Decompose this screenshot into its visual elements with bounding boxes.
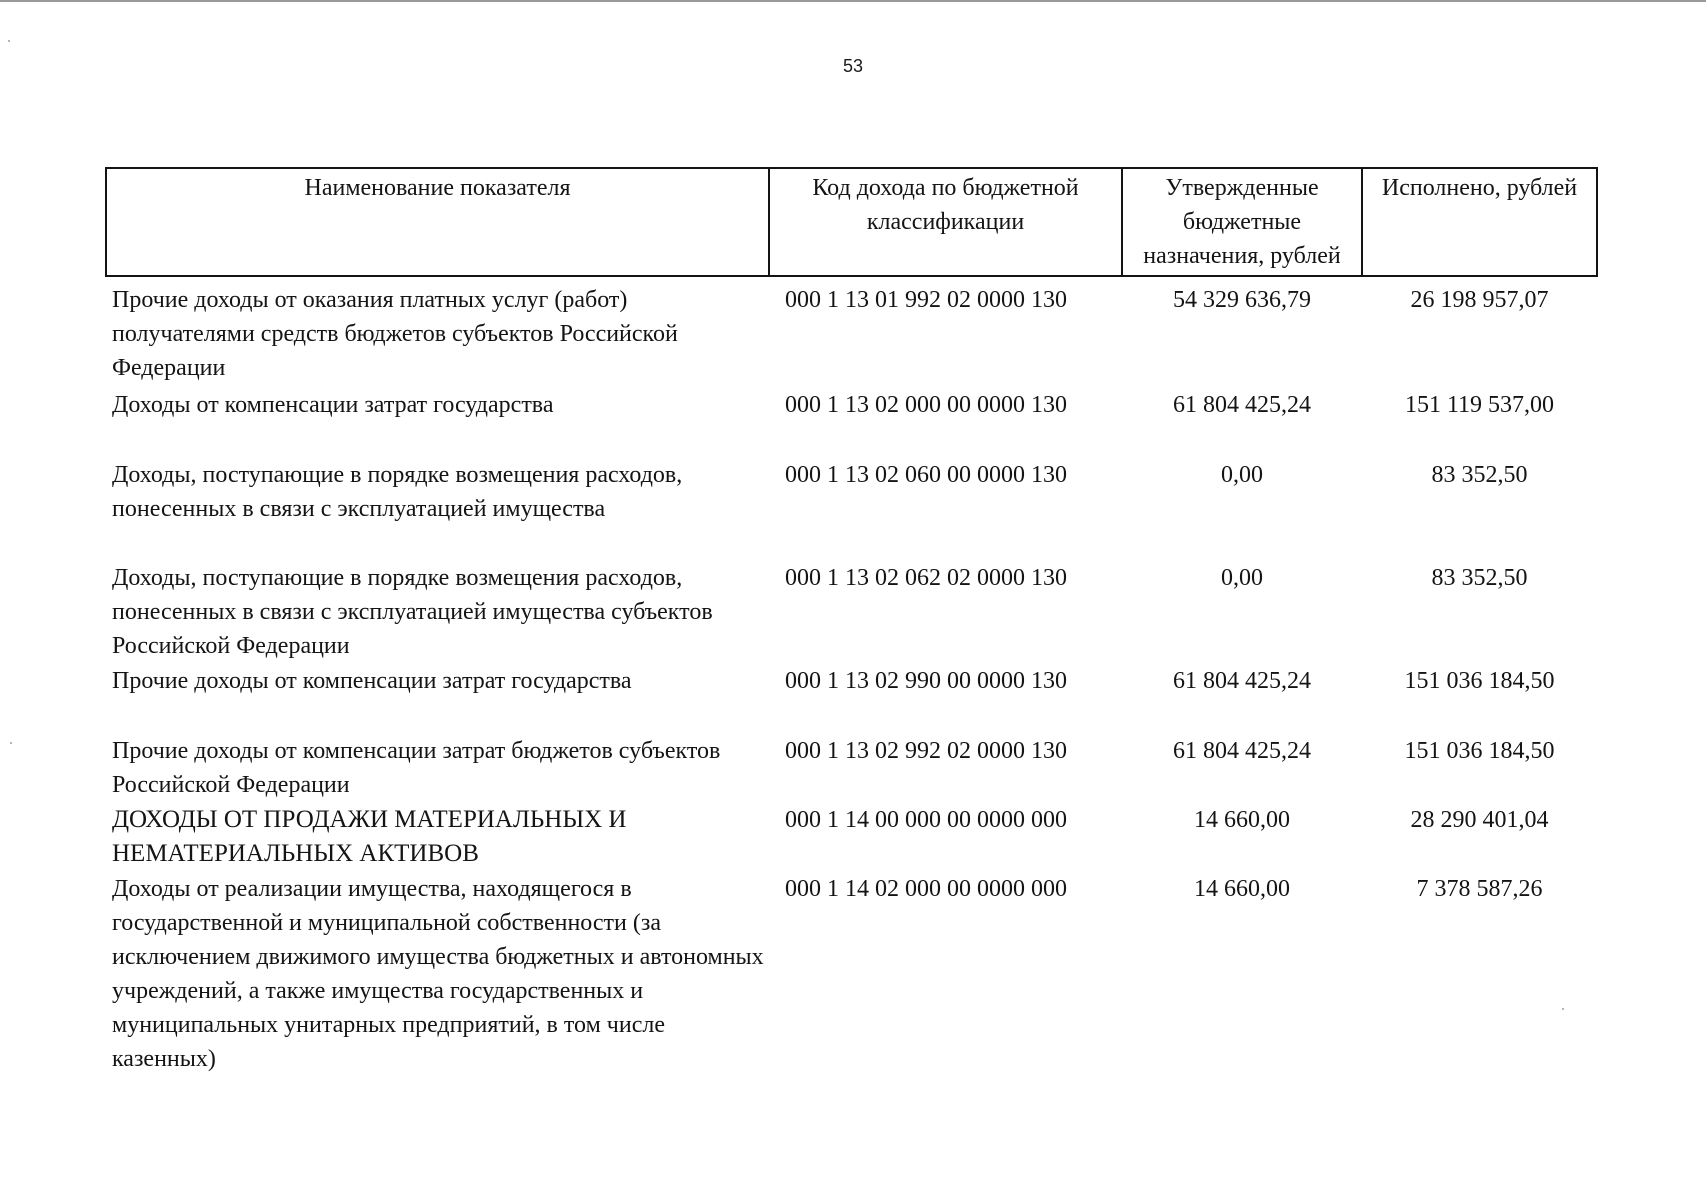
table-row <box>106 276 1597 388</box>
row-executed-amount: 7 378 587,26 <box>1416 876 1543 902</box>
row-approved-amount: 61 804 425,24 <box>1173 738 1311 764</box>
row-indicator-name: Прочие доходы от оказания платных услуг (работ) получателями средств бюджетов субъектов Российской Федерации <box>112 287 678 381</box>
table-row <box>106 664 1597 734</box>
scan-speck <box>1562 1008 1564 1010</box>
row-executed-amount: 151 036 184,50 <box>1404 738 1555 764</box>
table-row <box>106 803 1597 872</box>
row-approved-amount: 0,00 <box>1221 462 1263 488</box>
table-row <box>106 458 1597 561</box>
scan-speck <box>8 40 10 42</box>
row-revenue-code: 000 1 13 02 062 02 0000 130 <box>785 565 1067 591</box>
header-row <box>106 168 1597 276</box>
row-indicator-name: ДОХОДЫ ОТ ПРОДАЖИ МАТЕРИАЛЬНЫХ И НЕМАТЕРИАЛЬНЫХ АКТИВОВ <box>112 806 627 867</box>
table-row <box>106 561 1597 664</box>
row-indicator-name: Прочие доходы от компенсации затрат государства <box>112 668 632 694</box>
row-executed-amount: 151 119 537,00 <box>1404 392 1555 418</box>
row-executed-amount: 28 290 401,04 <box>1410 807 1549 833</box>
header-revenue-code: Код дохода по бюджетной классификации <box>769 168 1122 276</box>
row-approved-amount: 0,00 <box>1221 565 1263 591</box>
table-body <box>106 276 1597 1076</box>
row-revenue-code: 000 1 13 02 992 02 0000 130 <box>785 738 1067 764</box>
row-executed-amount: 83 352,50 <box>1431 462 1528 488</box>
row-approved-amount: 61 804 425,24 <box>1173 392 1311 418</box>
row-approved-amount: 54 329 636,79 <box>1173 287 1311 313</box>
row-approved-amount: 61 804 425,24 <box>1173 668 1311 694</box>
table-header <box>106 168 1597 276</box>
row-indicator-name: Доходы от компенсации затрат государства <box>112 392 554 418</box>
scan-top-edge <box>0 0 1706 2</box>
row-indicator-name: Доходы от реализации имущества, находящегося в государственной и муниципальной собственности (за исключением движимого имущества бюджетных и автономных учреждений, а также имущества государственных и муниципальных унитарных предприятий, в том числе казенных) <box>112 876 764 1072</box>
header-executed-amount: Исполнено, рублей <box>1362 168 1597 276</box>
table-row <box>106 734 1597 803</box>
table-row <box>106 388 1597 458</box>
table-row <box>106 872 1597 1076</box>
row-indicator-name: Доходы, поступающие в порядке возмещения расходов, понесенных в связи с эксплуатацией имущества <box>112 462 683 522</box>
row-executed-amount: 83 352,50 <box>1431 565 1528 591</box>
page-number: 53 <box>842 56 864 76</box>
row-revenue-code: 000 1 13 02 990 00 0000 130 <box>785 668 1067 694</box>
scan-speck <box>10 742 12 744</box>
header-indicator-name: Наименование показателя <box>106 168 769 276</box>
header-approved-amount: Утвержденные бюджетные назначения, рублей <box>1122 168 1362 276</box>
row-indicator-name: Доходы, поступающие в порядке возмещения расходов, понесенных в связи с эксплуатацией имущества субъектов Российской Федерации <box>112 565 713 659</box>
row-indicator-name: Прочие доходы от компенсации затрат бюджетов субъектов Российской Федерации <box>112 738 721 798</box>
budget-revenue-table <box>105 167 1598 1076</box>
row-revenue-code: 000 1 13 01 992 02 0000 130 <box>785 287 1067 313</box>
row-revenue-code: 000 1 14 02 000 00 0000 000 <box>785 876 1067 902</box>
row-executed-amount: 151 036 184,50 <box>1404 668 1555 694</box>
row-executed-amount: 26 198 957,07 <box>1410 287 1549 313</box>
row-revenue-code: 000 1 13 02 000 00 0000 130 <box>785 392 1067 418</box>
row-approved-amount: 14 660,00 <box>1194 807 1290 833</box>
row-revenue-code: 000 1 13 02 060 00 0000 130 <box>785 462 1067 488</box>
row-approved-amount: 14 660,00 <box>1194 876 1290 902</box>
row-revenue-code: 000 1 14 00 000 00 0000 000 <box>785 807 1067 833</box>
